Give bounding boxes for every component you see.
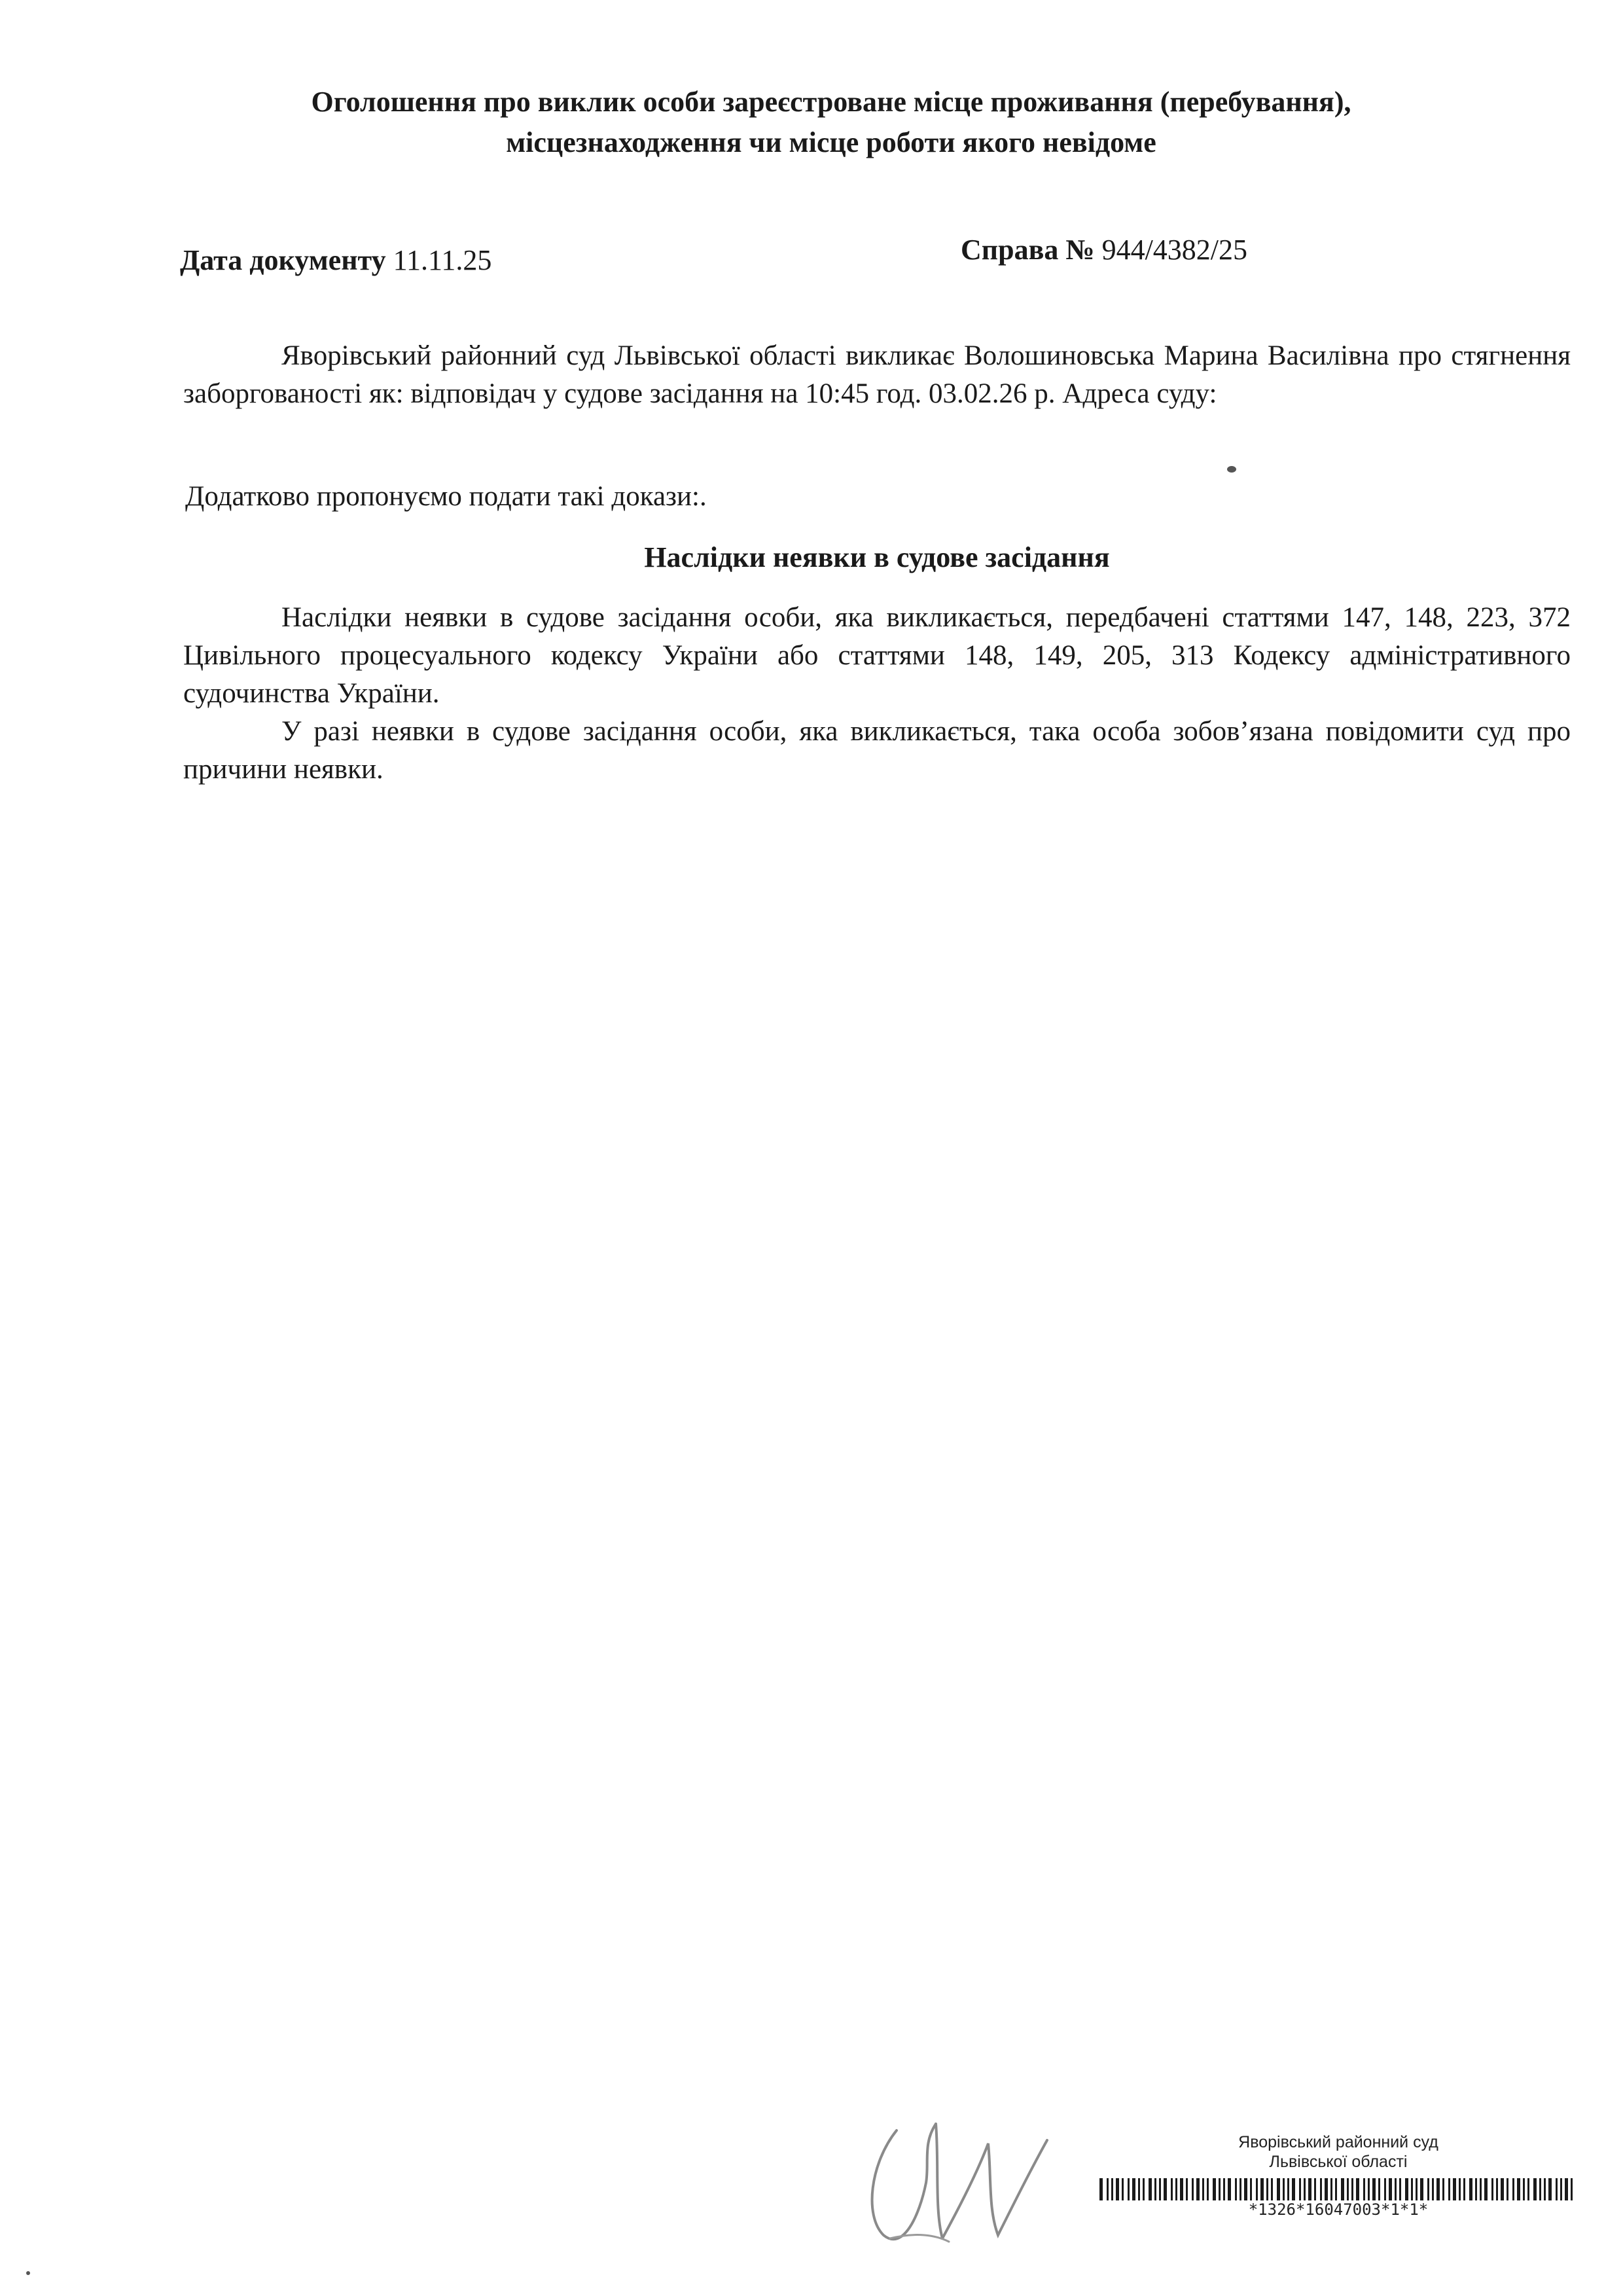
scan-speck (26, 2271, 30, 2275)
barcode-bar (1389, 2178, 1392, 2200)
barcode-bar (1213, 2178, 1216, 2200)
barcode-bar (1496, 2178, 1498, 2200)
barcode-bar (1149, 2178, 1152, 2200)
barcode-bar (1107, 2178, 1109, 2200)
barcode-bar (1207, 2178, 1209, 2200)
barcode-bar (1480, 2178, 1482, 2200)
barcode-bar (1335, 2178, 1337, 2200)
scan-speck (1227, 466, 1236, 473)
barcode-bar (1304, 2178, 1306, 2200)
barcode-bar (1116, 2178, 1119, 2200)
barcode-bar (1356, 2178, 1359, 2200)
barcode-bar (1219, 2178, 1221, 2200)
barcode-bar (1548, 2178, 1552, 2200)
barcode-bar (1463, 2178, 1465, 2200)
barcode-bar (1378, 2178, 1380, 2200)
barcode-bar (1244, 2178, 1247, 2200)
barcode-bar (1277, 2178, 1280, 2200)
barcode (1099, 2178, 1577, 2200)
barcode-bar (1132, 2178, 1135, 2200)
barcode-bar (1453, 2178, 1456, 2200)
barcode-bar (1175, 2178, 1177, 2200)
barcode-bar (1405, 2178, 1408, 2200)
stamp-region: Львівської області (1269, 2153, 1408, 2171)
title-line-2: місцезнаходження чи місце роботи якого невідоме (506, 126, 1156, 158)
handwritten-signature (857, 2104, 1073, 2255)
barcode-bar (1287, 2178, 1289, 2200)
summons-paragraph (183, 337, 1571, 413)
barcode-bar (1330, 2178, 1332, 2200)
barcode-bar (1299, 2178, 1301, 2200)
barcode-bar (1416, 2178, 1418, 2200)
barcode-bar (1363, 2178, 1365, 2200)
barcode-bar (1501, 2178, 1504, 2200)
barcode-bar (1159, 2178, 1161, 2200)
barcode-bar (1341, 2178, 1344, 2200)
barcode-bar (1533, 2178, 1537, 2200)
consequences-heading: Наслідки неявки в судове засідання (644, 541, 1110, 573)
case-number (961, 230, 1247, 270)
barcode-bar (1384, 2178, 1386, 2200)
barcode-bar (1240, 2178, 1241, 2200)
barcode-bar (1427, 2178, 1429, 2200)
barcode-bar (1512, 2178, 1514, 2200)
barcode-bar (1395, 2178, 1397, 2200)
title-line-1: Оголошення про виклик особи зареєстроване місце проживання (перебування), (311, 86, 1351, 118)
barcode-bar (1325, 2178, 1328, 2200)
consequences-paragraph-1: Наслідки неявки в судове засідання особи, яка викликається, передбачені статтями 147, 148, 223, 372 Цивільного процесуального кодексу України або статтями 148, 149, 205, 313 Кодексу адміністративного судочинства України. (183, 602, 1571, 709)
barcode-bar (1171, 2178, 1173, 2200)
barcode-bar (1250, 2178, 1252, 2200)
barcode-bar (1475, 2178, 1477, 2200)
barcode-bar (1223, 2178, 1225, 2200)
barcode-bar (1571, 2178, 1573, 2200)
summons-text: Яворівський районний суд Львівської області викликає Волошиновська Марина Василівна про стягнення заборгованості як: відповідач у судове засідання на 10:45 год. 03.02.26 р. Адреса суду: (183, 340, 1571, 409)
barcode-bar (1368, 2178, 1370, 2200)
barcode-bar (1517, 2178, 1520, 2200)
barcode-bar (1196, 2178, 1200, 2200)
barcode-bar (1256, 2178, 1258, 2200)
barcode-bar (1143, 2178, 1145, 2200)
case-value: 944/4382/25 (1101, 234, 1248, 266)
barcode-bar (1459, 2178, 1461, 2200)
barcode-bar (1469, 2178, 1472, 2200)
case-label: Справа № (961, 234, 1095, 266)
barcode-bar (1432, 2178, 1434, 2200)
barcode-bar (1523, 2178, 1525, 2200)
barcode-bar (1228, 2178, 1231, 2200)
barcode-bar (1420, 2178, 1423, 2200)
barcode-bar (1164, 2178, 1167, 2200)
barcode-bar (1560, 2178, 1562, 2200)
barcode-number: *1326*16047003*1*1* (1248, 2200, 1429, 2219)
barcode-bar (1372, 2178, 1376, 2200)
barcode-bar (1351, 2178, 1353, 2200)
barcode-bar (1507, 2178, 1508, 2200)
barcode-bar (1544, 2178, 1546, 2200)
barcode-bar (1539, 2178, 1541, 2200)
barcode-bar (1192, 2178, 1194, 2200)
barcode-bar (1154, 2178, 1156, 2200)
barcode-bar (1399, 2178, 1401, 2200)
barcode-bar (1266, 2178, 1268, 2200)
barcode-bar (1186, 2178, 1188, 2200)
barcode-bar (1235, 2178, 1237, 2200)
barcode-bar (1436, 2178, 1440, 2200)
barcode-bar (1138, 2178, 1140, 2200)
barcode-bar (1565, 2178, 1568, 2200)
barcode-bar (1442, 2178, 1444, 2200)
date-value: 11.11.25 (393, 244, 492, 276)
barcode-bar (1292, 2178, 1295, 2200)
document-title (216, 82, 1446, 163)
barcode-bar (1556, 2178, 1558, 2200)
barcode-bar (1271, 2178, 1273, 2200)
barcode-bar (1111, 2178, 1113, 2200)
barcode-bar (1448, 2178, 1450, 2200)
stamp-court-name: Яворівський районний суд (1238, 2133, 1438, 2151)
barcode-bar (1484, 2178, 1488, 2200)
barcode-bar (1411, 2178, 1413, 2200)
barcode-bar (1347, 2178, 1349, 2200)
barcode-bar (1260, 2178, 1264, 2200)
consequences-section (183, 599, 1571, 789)
evidence-request: Додатково пропонуємо подати такі докази:. (185, 481, 707, 512)
consequences-paragraph-2: У разі неявки в судове засідання особи, яка викликається, така особа зобов’язана повідомити суд про причини неявки. (183, 716, 1571, 785)
barcode-bar (1099, 2178, 1103, 2200)
date-label: Дата документу (180, 244, 386, 276)
barcode-bar (1128, 2178, 1130, 2200)
court-stamp (1099, 2132, 1577, 2172)
barcode-bar (1320, 2178, 1322, 2200)
barcode-bar (1202, 2178, 1204, 2200)
barcode-bar (1180, 2178, 1183, 2200)
barcode-bar (1491, 2178, 1493, 2200)
barcode-bar (1308, 2178, 1311, 2200)
barcode-bar (1122, 2178, 1124, 2200)
barcode-bar (1283, 2178, 1285, 2200)
barcode-bar (1527, 2178, 1529, 2200)
document-date (180, 241, 491, 280)
barcode-bar (1314, 2178, 1316, 2200)
